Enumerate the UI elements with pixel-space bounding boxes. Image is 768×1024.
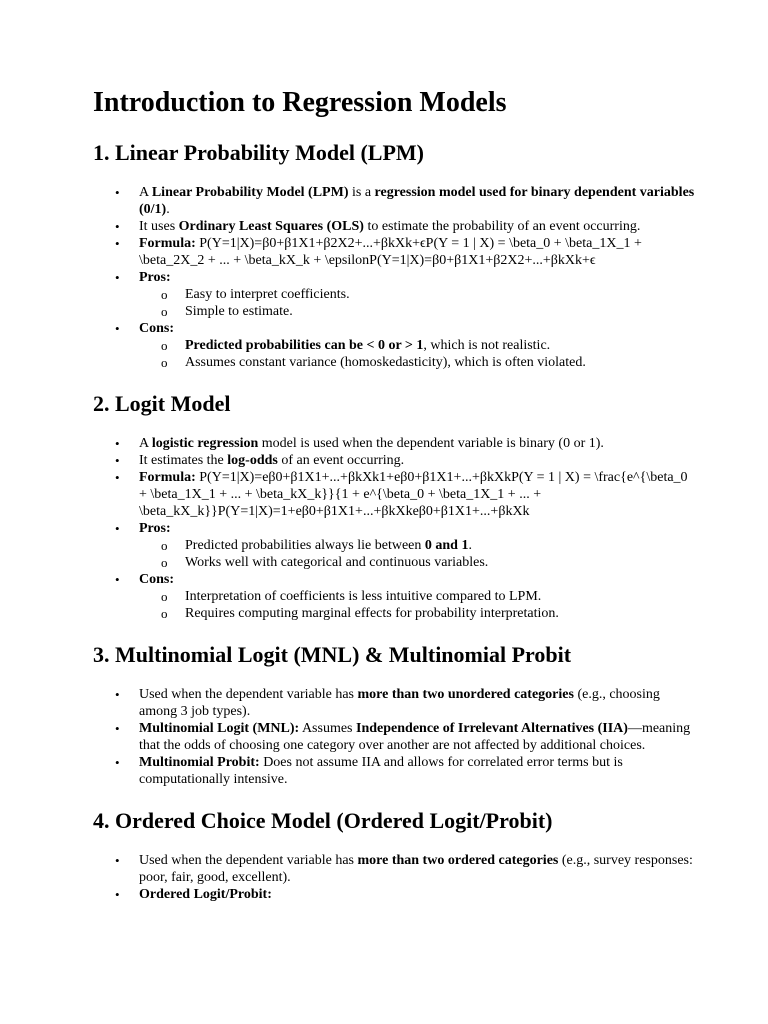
pros-item: • Pros: o Predicted probabilities always lie between 0 and 1. o Works well with categorical and continuous variables. — [93, 520, 698, 571]
sub-list-item: o Requires computing marginal effects for probability interpretation. — [139, 605, 698, 622]
list-item: • Multinomial Probit: Does not assume IIA and allows for correlated error terms but is computationally intensive. — [93, 754, 698, 788]
section-heading-multinomial: 3. Multinomial Logit (MNL) & Multinomial Probit — [93, 642, 572, 667]
sub-list-item: o Predicted probabilities always lie between 0 and 1. — [139, 537, 698, 554]
sub-list-item: o Easy to interpret coefficients. — [139, 286, 698, 303]
list-item: • A logistic regression model is used when the dependent variable is binary (0 or 1). — [93, 435, 698, 452]
multinomial-bullet-list — [93, 686, 698, 788]
sub-list-item: o Predicted probabilities can be < 0 or > 1, which is not realistic. — [139, 337, 698, 354]
pros-item: • Pros: o Easy to interpret coefficients. o Simple to estimate. — [93, 269, 698, 320]
sub-list-item: o Works well with categorical and continuous variables. — [139, 554, 698, 571]
formula-item: • Formula: P(Y=1|X)=eβ0+β1X1+...+βkXk1+eβ0+β1X1+...+βkXkP(Y = 1 | X) = \frac{e^{\beta_0 + \beta_1X_1 + ... + \beta_kX_k}}{1 + e^{\beta_0 + \beta_1X_1 + ... + \beta_kX_k}}P(Y=1|X)=1+eβ0+β1X1+...+βkXkeβ0+β1X1+...+βkXk — [93, 469, 698, 520]
section-heading-ordered: 4. Ordered Choice Model (Ordered Logit/Probit) — [93, 808, 553, 833]
section-heading-logit: 2. Logit Model — [93, 391, 231, 416]
section-heading-lpm: 1. Linear Probability Model (LPM) — [93, 140, 424, 165]
page-title: Introduction to Regression Models — [93, 87, 507, 118]
list-item: • Used when the dependent variable has more than two unordered categories (e.g., choosing among 3 job types). — [93, 686, 698, 720]
pros-sublist — [139, 286, 698, 320]
ordered-bullet-list — [93, 852, 698, 903]
cons-item: • Cons: o Interpretation of coefficients is less intuitive compared to LPM. o Requires computing marginal effects for probability interpretation. — [93, 571, 698, 622]
pros-sublist — [139, 537, 698, 571]
sub-list-item: o Interpretation of coefficients is less intuitive compared to LPM. — [139, 588, 698, 605]
list-item: • Multinomial Logit (MNL): Assumes Independence of Irrelevant Alternatives (IIA)—meaning that the odds of choosing one category over another are not affected by additional choices. — [93, 720, 698, 754]
logit-bullet-list — [93, 435, 698, 622]
list-item: • It uses Ordinary Least Squares (OLS) to estimate the probability of an event occurring. — [93, 218, 698, 235]
list-item: • Used when the dependent variable has more than two ordered categories (e.g., survey responses: poor, fair, good, excellent). — [93, 852, 698, 886]
list-item: • Ordered Logit/Probit: — [93, 886, 698, 903]
cons-item: • Cons: o Predicted probabilities can be < 0 or > 1, which is not realistic. o Assumes constant variance (homoskedasticity), which is often violated. — [93, 320, 698, 371]
sub-list-item: o Simple to estimate. — [139, 303, 698, 320]
formula-item: • Formula: P(Y=1|X)=β0+β1X1+β2X2+...+βkXk+ϵP(Y = 1 | X) = \beta_0 + \beta_1X_1 + \beta_2X_2 + ... + \beta_kX_k + \epsilonP(Y=1|X)=β0+β1X1+β2X2+...+βkXk+ϵ — [93, 235, 698, 269]
cons-sublist — [139, 337, 698, 371]
sub-list-item: o Assumes constant variance (homoskedasticity), which is often violated. — [139, 354, 698, 371]
list-item: • A Linear Probability Model (LPM) is a regression model used for binary dependent variables (0/1). — [93, 184, 698, 218]
cons-sublist — [139, 588, 698, 622]
list-item: • It estimates the log-odds of an event occurring. — [93, 452, 698, 469]
lpm-bullet-list — [93, 184, 698, 371]
